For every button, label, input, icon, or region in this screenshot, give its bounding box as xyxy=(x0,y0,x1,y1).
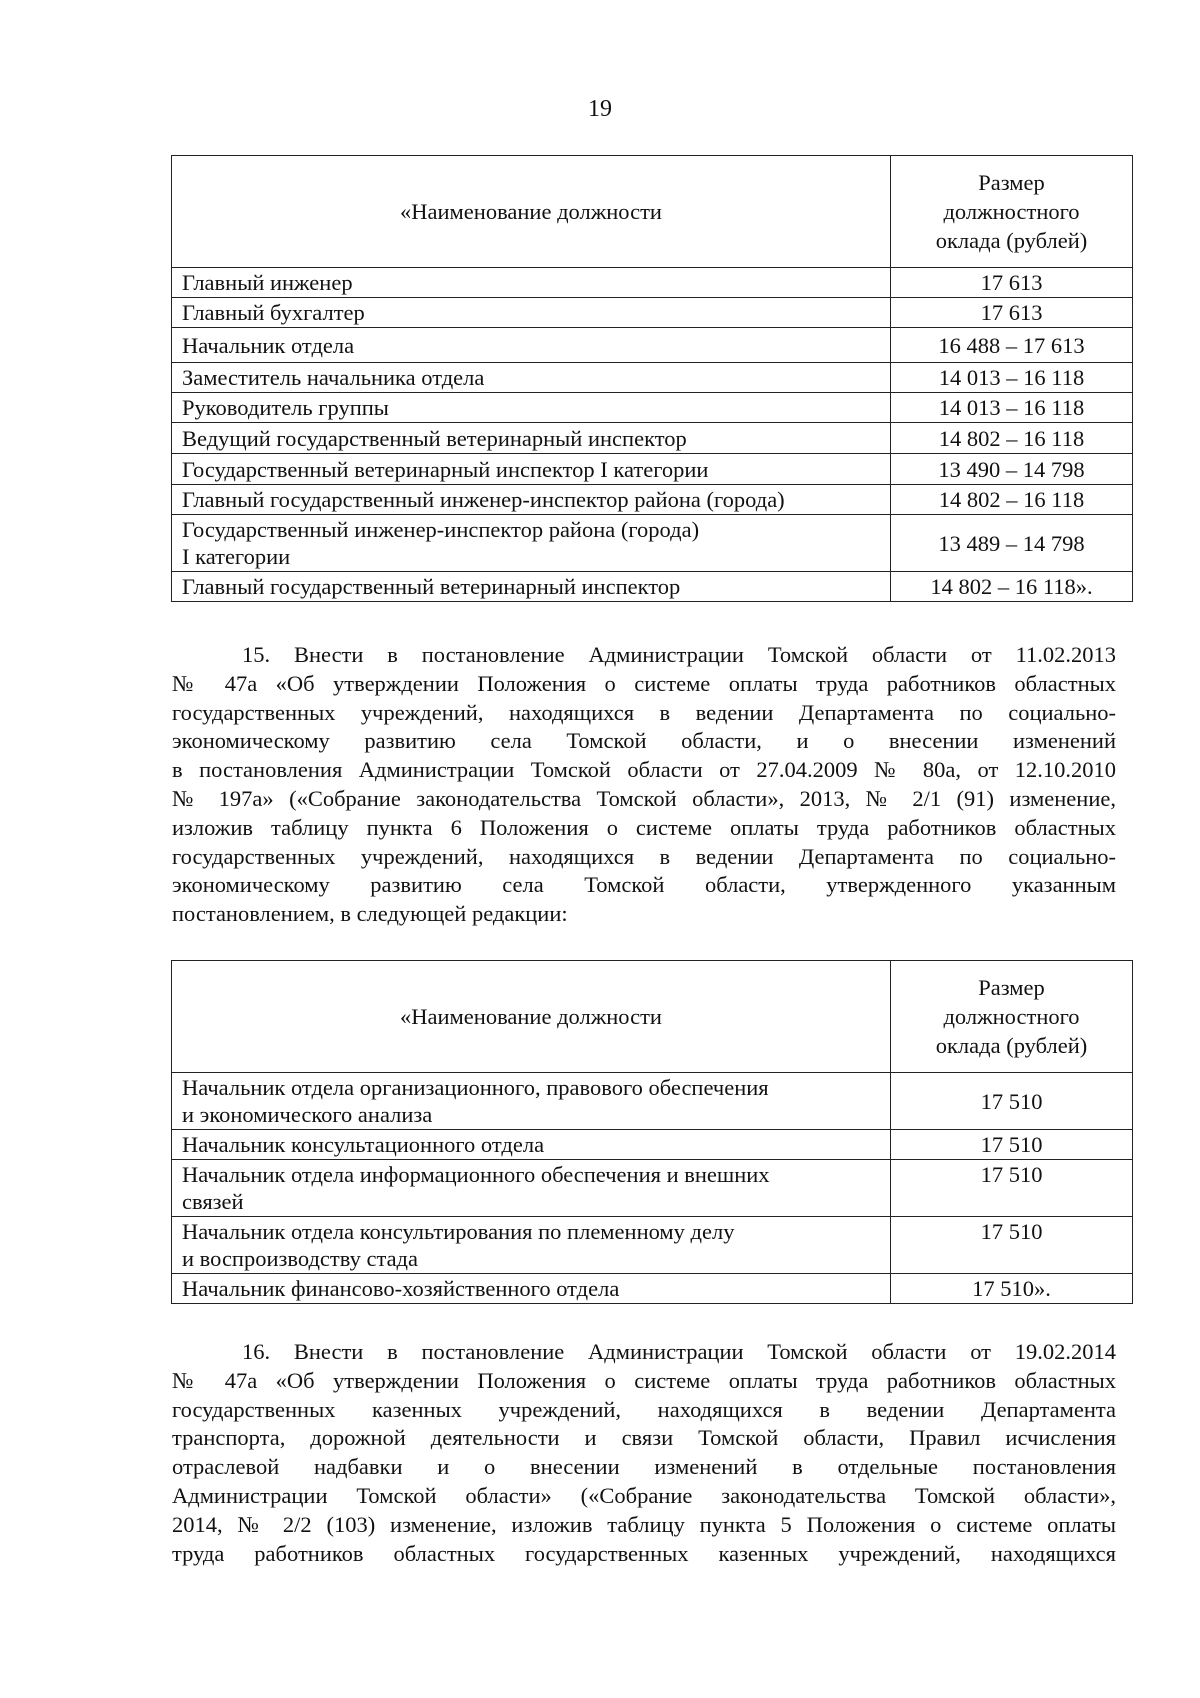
header-salary-line: Размер xyxy=(978,975,1045,1000)
table-row xyxy=(172,423,1133,454)
salary-cell: 17 613 xyxy=(891,298,1133,328)
text-line: в постановления Администрации Томской области от 27.04.2009 № 80а, от 12.10.2010 xyxy=(172,757,1116,783)
table-row xyxy=(172,1217,1133,1274)
salary-cell: 14 013 – 16 118 xyxy=(891,393,1133,423)
header-position: «Наименование должности xyxy=(172,961,891,1073)
position-cell: Главный бухгалтер xyxy=(172,298,891,328)
text-line: экономическому развитию села Томской области, утвержденного указанным xyxy=(172,872,1116,898)
text-line: № 197а» («Собрание законодательства Томской области», 2013, № 2/1 (91) изменение, xyxy=(172,785,1116,811)
text-line: 16. Внести в постановление Администрации Томской области от 19.02.2014 xyxy=(242,1339,1116,1364)
salary-cell: 13 489 – 14 798 xyxy=(891,515,1133,572)
text-line: экономическому развитию села Томской области, и о внесении изменений xyxy=(172,728,1116,754)
text-line: труда работников областных государственных казенных учреждений, находящихся xyxy=(172,1540,1116,1566)
position-line: Начальник отдела организационного, правового обеспечения xyxy=(182,1075,769,1100)
position-cell xyxy=(172,515,891,572)
text-line: 2014, № 2/2 (103) изменение, изложив таблицу пункта 5 Положения о системе оплаты xyxy=(172,1511,1116,1537)
position-cell: Заместитель начальника отдела xyxy=(172,363,891,393)
salary-cell: 17 510 xyxy=(891,1073,1133,1130)
salary-cell: 14 013 – 16 118 xyxy=(891,363,1133,393)
table-row xyxy=(172,268,1133,298)
text-line: транспорта, дорожной деятельности и связи Томской области, Правил исчисления xyxy=(172,1425,1116,1451)
salary-cell: 13 490 – 14 798 xyxy=(891,454,1133,485)
salary-table-2 xyxy=(171,960,1133,1304)
position-line: и экономического анализа xyxy=(182,1102,433,1127)
position-line: связей xyxy=(182,1189,244,1214)
table-row xyxy=(172,363,1133,393)
position-line: I категории xyxy=(182,544,291,569)
position-cell: Руководитель группы xyxy=(172,393,891,423)
position-line: Начальник отдела консультирования по племенному делу xyxy=(182,1219,735,1244)
header-salary-line: Размер xyxy=(978,170,1045,195)
salary-cell: 17 613 xyxy=(891,268,1133,298)
header-salary-line: оклада (рублей) xyxy=(935,1033,1088,1058)
position-line: Начальник отдела информационного обеспечения и внешних xyxy=(182,1162,770,1187)
table-row xyxy=(172,1130,1133,1160)
table-row xyxy=(172,1160,1133,1217)
position-cell: Главный государственный ветеринарный инспектор xyxy=(172,572,891,602)
table-row xyxy=(172,1274,1133,1304)
table-row xyxy=(172,328,1133,363)
salary-table-1 xyxy=(171,155,1133,602)
table-row xyxy=(172,298,1133,328)
table-row xyxy=(172,485,1133,515)
salary-cell: 17 510 xyxy=(891,1160,1133,1217)
text-line: государственных учреждений, находящихся в ведении Департамента по социально- xyxy=(172,699,1116,725)
text-line: Администрации Томской области» («Собрание законодательства Томской области», xyxy=(172,1482,1116,1508)
paragraph-15 xyxy=(172,641,1116,929)
position-cell: Начальник консультационного отдела xyxy=(172,1130,891,1160)
position-cell: Начальник отдела xyxy=(172,328,891,363)
position-cell xyxy=(172,1217,891,1274)
position-cell xyxy=(172,1073,891,1130)
text-line: изложив таблицу пункта 6 Положения о системе оплаты труда работников областных xyxy=(172,814,1116,840)
text-line: отраслевой надбавки и о внесении изменений в отдельные постановления xyxy=(172,1454,1116,1480)
position-cell: Начальник финансово-хозяйственного отдела xyxy=(172,1274,891,1304)
salary-cell: 17 510 xyxy=(891,1217,1133,1274)
table-row xyxy=(172,572,1133,602)
page-number: 19 xyxy=(588,96,612,122)
table-header-row xyxy=(172,156,1133,268)
salary-cell: 14 802 – 16 118». xyxy=(891,572,1133,602)
position-cell: Государственный ветеринарный инспектор I категории xyxy=(172,454,891,485)
table-row xyxy=(172,393,1133,423)
salary-cell: 17 510». xyxy=(891,1274,1133,1304)
header-salary-line: оклада (рублей) xyxy=(935,228,1088,253)
table-row xyxy=(172,515,1133,572)
table-header-row xyxy=(172,961,1133,1073)
header-salary xyxy=(891,961,1133,1073)
header-salary xyxy=(891,156,1133,268)
position-cell: Главный инженер xyxy=(172,268,891,298)
header-salary-line: должностного xyxy=(943,199,1080,224)
text-line: № 47а «Об утверждении Положения о системе оплаты труда работников областных xyxy=(172,1367,1116,1393)
salary-cell: 14 802 – 16 118 xyxy=(891,423,1133,454)
text-line: постановлением, в следующей редакции: xyxy=(172,901,568,927)
salary-cell: 14 802 – 16 118 xyxy=(891,485,1133,515)
paragraph-16 xyxy=(172,1338,1116,1568)
table-row xyxy=(172,454,1133,485)
position-cell: Главный государственный инженер-инспектор района (города) xyxy=(172,485,891,515)
table-row xyxy=(172,1073,1133,1130)
header-salary-line: должностного xyxy=(943,1004,1080,1029)
salary-cell: 17 510 xyxy=(891,1130,1133,1160)
salary-cell: 16 488 – 17 613 xyxy=(891,328,1133,363)
text-line: № 47а «Об утверждении Положения о системе оплаты труда работников областных xyxy=(172,670,1116,696)
position-line: Государственный инженер-инспектор района (города) xyxy=(182,517,700,542)
text-line: государственных учреждений, находящихся в ведении Департамента по социально- xyxy=(172,843,1116,869)
position-line: и воспроизводству стада xyxy=(182,1246,418,1271)
text-line: 15. Внести в постановление Администрации Томской области от 11.02.2013 xyxy=(242,642,1116,667)
position-cell xyxy=(172,1160,891,1217)
text-line: государственных казенных учреждений, находящихся в ведении Департамента xyxy=(172,1396,1116,1422)
position-cell: Ведущий государственный ветеринарный инспектор xyxy=(172,423,891,454)
header-position: «Наименование должности xyxy=(172,156,891,268)
